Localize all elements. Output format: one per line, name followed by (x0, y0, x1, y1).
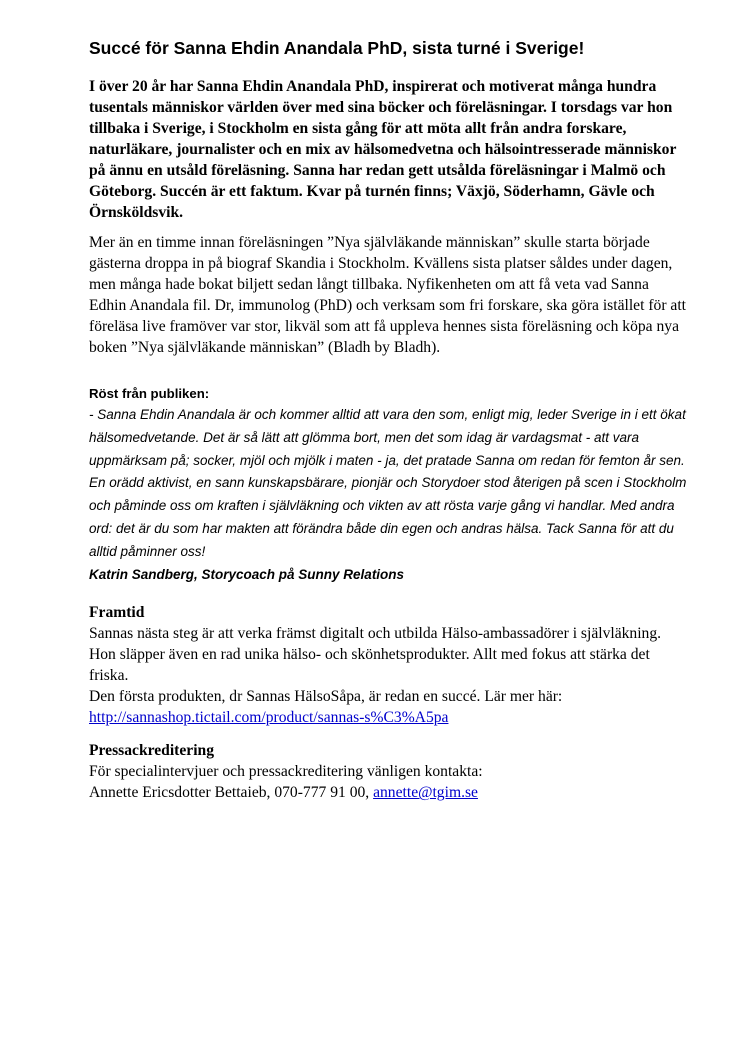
press-contact-line (89, 782, 689, 803)
press-contact: Annette Ericsdotter Bettaieb, 070-777 91 00, (89, 784, 374, 802)
audience-section (89, 384, 689, 586)
press-heading: Pressackreditering (89, 742, 215, 760)
future-text: Sannas nästa steg är att verka främst digitalt och utbilda Hälso-ambassadörer i självläkning. Hon släpper även en rad unika hälso- och skönhetsprodukter. Allt med fokus att stärka det friska. (89, 625, 662, 685)
lead-paragraph: I över 20 år har Sanna Ehdin Anandala PhD, inspirerat och motiverat många hundra tusentals människor världen över med sina böcker och föreläsningar. I torsdags var hon tillbaka i Sverige, i Stockholm en sista gång för att möta allt från andra forskare, naturläkare, journalister och en mix av hälsomedvetna och hälsointresserade människor på ännu en utsåld föreläsning. Sanna har redan gett utsålda föreläsningar i Malmö och Göteborg. Succén är ett faktum. Kvar på turnén finns; Växjö, Söderhamn, Gävle och Örnsköldsvik. (89, 78, 677, 221)
product-link-line (89, 707, 689, 728)
audience-heading: Röst från publiken: (89, 386, 210, 401)
quote-author: Katrin Sandberg, Storycoach på Sunny Relations (89, 566, 405, 582)
press-text: För specialintervjuer och pressackreditering vänligen kontakta: (89, 763, 483, 781)
press-release (89, 36, 689, 803)
audience-quote: - Sanna Ehdin Anandala är och kommer alltid att vara den som, enligt mig, leder Sverige in i ett ökat hälsomedvetande. Det är så lätt att glömma bort, men det som idag är vardagsmat - att vara uppmärksam på; socker, mjöl och mjölk i maten - ja, det pratade Sanna om redan för femton år sen. En orädd aktivist, en sann kunskapsbärare, pionjär och Storydoer stod återigen på scen i Stockholm och påminde oss om kraften i självläkning och vikten av att rösta varje gång vi handlar. Med andra ord: det är du som har makten att förändra både din egen och andras hälsa. Tack Sanna för att du alltid påminner oss! (89, 407, 687, 559)
future-section (89, 602, 689, 728)
future-heading: Framtid (89, 604, 145, 622)
headline: Succé för Sanna Ehdin Anandala PhD, sista turné i Sverige! (89, 38, 585, 58)
body-paragraph: Mer än en timme innan föreläsningen ”Nya självläkande människan” skulle starta började gästerna droppa in på biograf Skandia i Stockholm. Kvällens sista platser såldes under dagen, men många hade bokat biljett sedan långt tillbaka. Nyfikenheten om att få veta vad Sanna Edhin Anandala fil. Dr, immunolog (PhD) och verksam som fri forskare, ska göra istället för att föreläsa live framöver var stor, likväl som att få uppleva hennes sista föreläsning och köpa nya boken ”Nya självläkande människan” (Bladh by Bladh). (89, 234, 686, 356)
press-section (89, 740, 689, 803)
product-text: Den första produkten, dr Sannas HälsoSåpa, är redan en succé. Lär mer här: (89, 688, 563, 706)
email-link[interactable]: annette@tgim.se (373, 784, 478, 802)
product-link[interactable]: http://sannashop.tictail.com/product/sannas-s%C3%A5pa (89, 709, 449, 727)
